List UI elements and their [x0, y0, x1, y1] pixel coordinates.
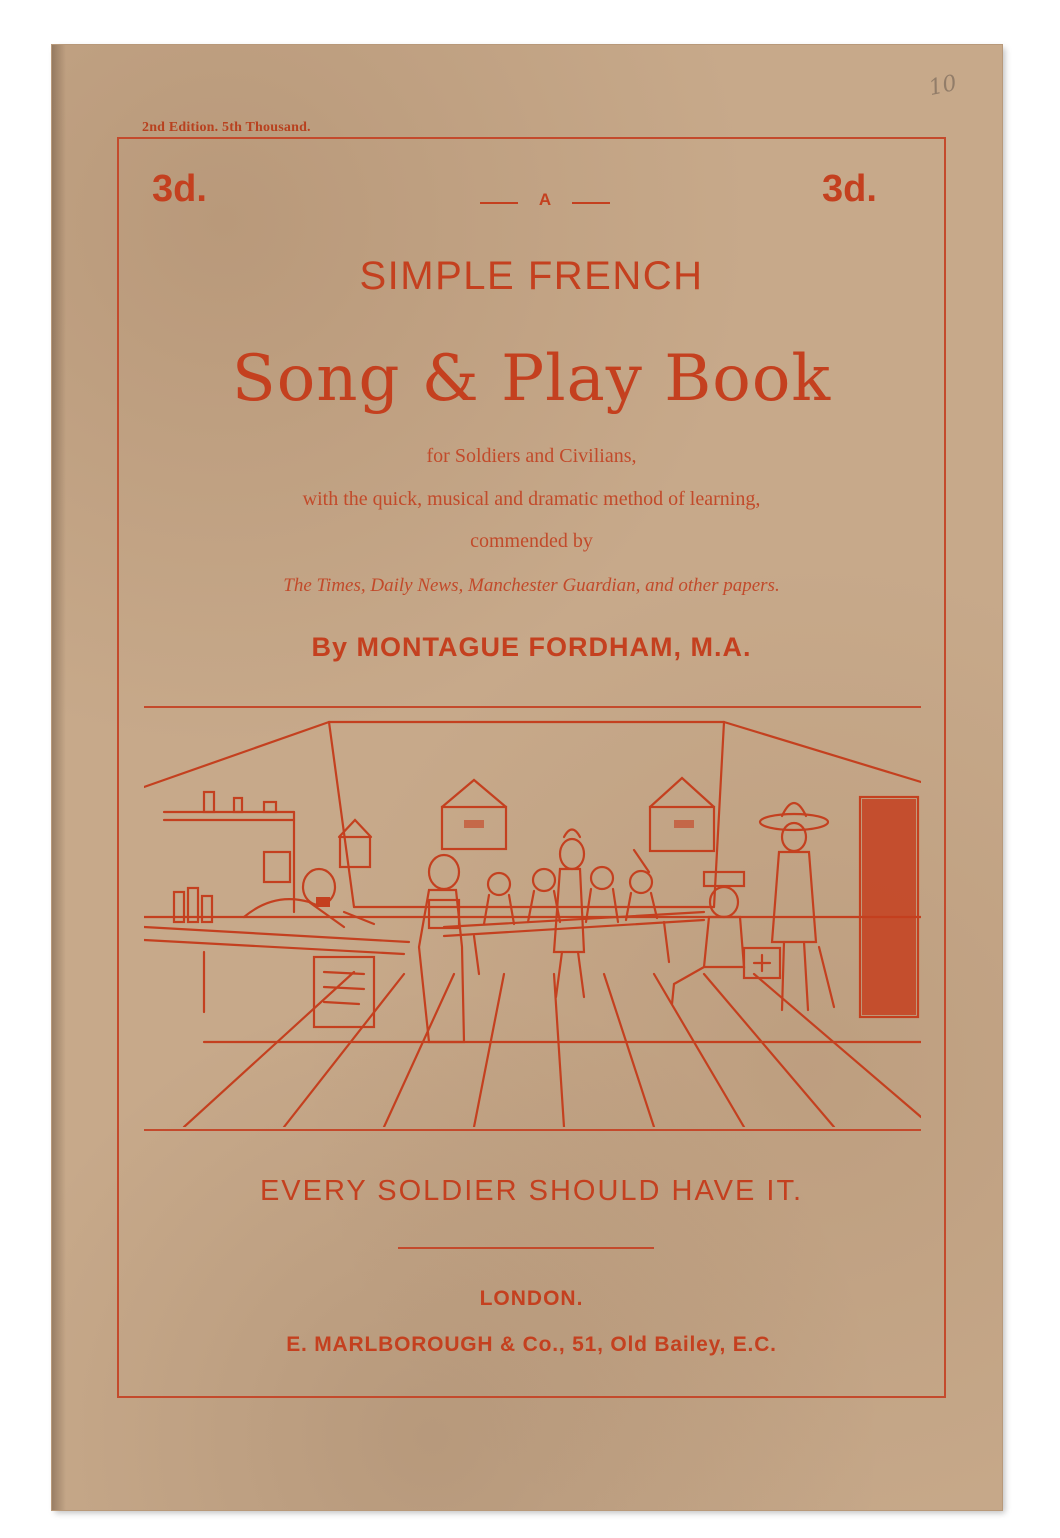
article-word: A — [538, 190, 552, 209]
slogan-divider — [398, 1247, 654, 1249]
publisher-line: E. MARLBOROUGH & Co., 51, Old Bailey, E.C. — [286, 1333, 777, 1356]
description-line-3: commended by — [470, 530, 593, 552]
edition-note: 2nd Edition. 5th Thousand. — [142, 120, 311, 135]
publisher-city: LONDON. — [479, 1287, 584, 1310]
book-subtitle: SIMPLE FRENCH — [359, 254, 704, 298]
price-right: 3d. — [822, 168, 877, 210]
description-line-2: with the quick, musical and dramatic method of learning, — [302, 488, 761, 510]
author-line: By MONTAGUE FORDHAM, M.A. — [311, 632, 752, 662]
article-rule-right — [572, 202, 610, 204]
slogan: EVERY SOLDIER SHOULD HAVE IT. — [259, 1175, 804, 1207]
book-title: Song & Play Book — [231, 342, 832, 416]
description-line-1: for Soldiers and Civilians, — [426, 445, 637, 467]
illustration-top-rule — [144, 706, 921, 708]
article-ornament — [480, 190, 610, 214]
price-left: 3d. — [152, 168, 207, 210]
cover-illustration — [144, 712, 921, 1127]
cover-spine-shadow — [52, 45, 66, 1510]
illustration-bottom-rule — [144, 1129, 921, 1131]
pencil-note: 10 — [926, 70, 960, 102]
description-line-4: The Times, Daily News, Manchester Guardian, and other papers. — [283, 575, 780, 596]
